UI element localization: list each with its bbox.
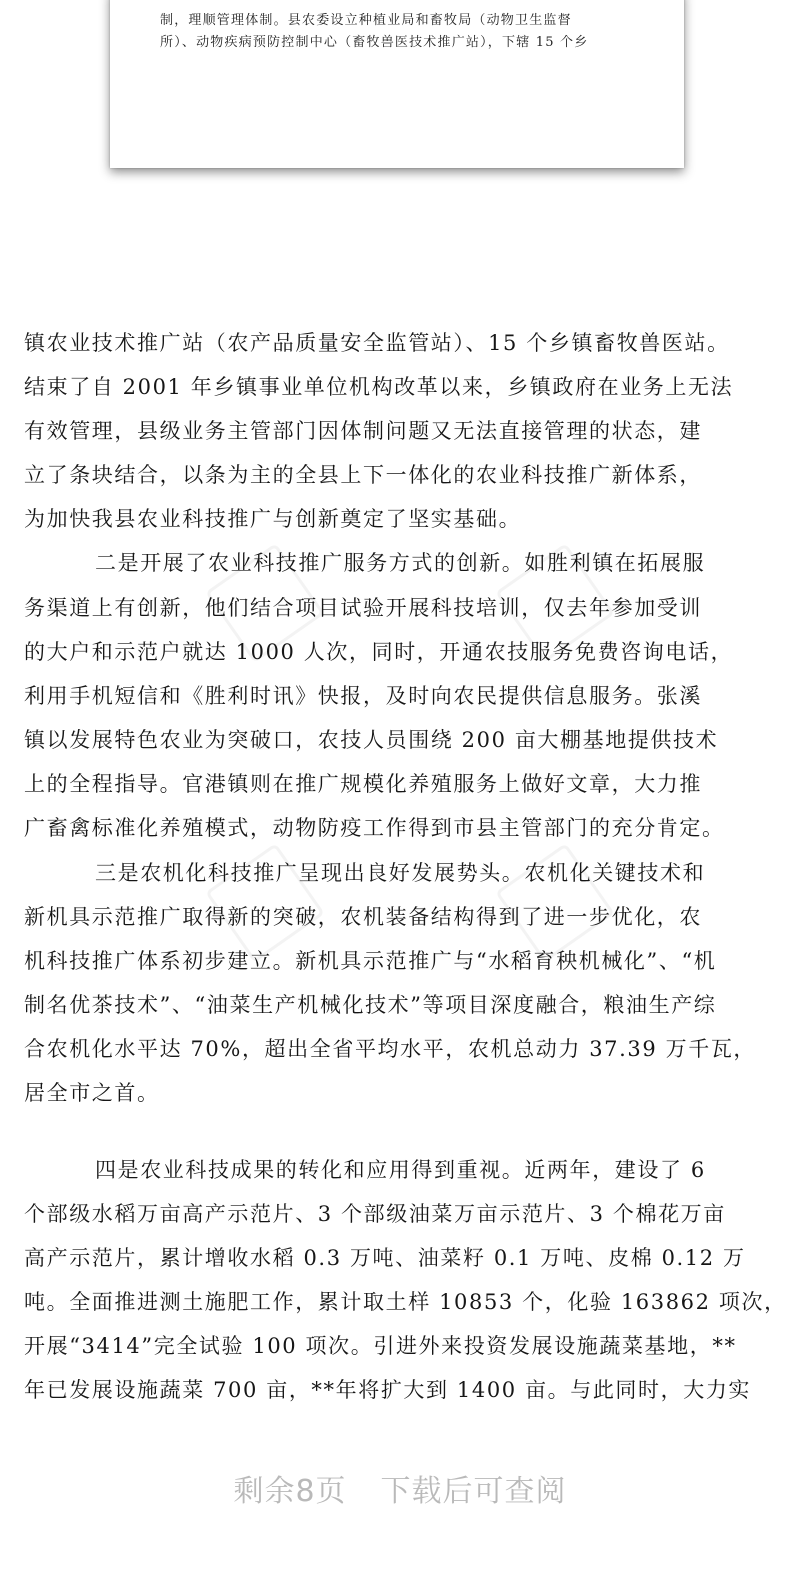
download-to-view-link[interactable]: 下载后可查阅 <box>380 1474 567 1509</box>
body-line: 广畜禽标准化养殖模式，动物防疫工作得到市县主管部门的充分肯定。 <box>24 816 725 840</box>
card-text-line: 所）、动物疾病预防控制中心（畜牧兽医技术推广站），下辖 15 个乡 <box>160 35 589 50</box>
body-line: 开展“3414”完全试验 100 项次。引进外来投资发展设施蔬菜基地，** <box>24 1334 737 1358</box>
body-line: 有效管理，县级业务主管部门因体制问题又无法直接管理的状态，建 <box>24 419 702 443</box>
paragraph-heading-line: 二是开展了农业科技推广服务方式的创新。如胜利镇在拓展服 <box>95 551 706 575</box>
body-line: 吨。全面推进测土施肥工作，累计取土样 10853 个，化验 163862 项次， <box>24 1290 787 1314</box>
card-text-line: 制，理顺管理体制。县农委设立种植业局和畜牧局（动物卫生监督 <box>160 13 572 28</box>
body-line: 镇农业技术推广站（农产品质量安全监管站）、15 个乡镇畜牧兽医站。 <box>24 331 730 355</box>
body-line: 居全市之首。 <box>24 1081 160 1105</box>
body-line: 镇以发展特色农业为突破口，农技人员围绕 200 亩大棚基地提供技术 <box>24 728 719 752</box>
body-line: 上的全程指导。官港镇则在推广规模化养殖服务上做好文章，大力推 <box>24 772 702 796</box>
body-line: 利用手机短信和《胜利时讯》快报，及时向农民提供信息服务。张溪 <box>24 684 702 708</box>
remaining-pages-label: 剩余8页 <box>233 1474 347 1509</box>
body-line: 结束了自 2001 年乡镇事业单位机构改革以来，乡镇政府在业务上无法 <box>24 375 734 399</box>
body-line: 制名优茶技术”、“油菜生产机械化技术”等项目深度融合，粮油生产综 <box>24 993 717 1017</box>
paragraph-heading-line: 三是农机化科技推广呈现出良好发展势头。农机化关键技术和 <box>95 861 706 885</box>
paragraph-heading-line: 四是农业科技成果的转化和应用得到重视。近两年，建设了 6 <box>95 1158 706 1182</box>
body-line: 新机具示范推广取得新的突破，农机装备结构得到了进一步优化，农 <box>24 905 702 929</box>
body-line: 年已发展设施蔬菜 700 亩，**年将扩大到 1400 亩。与此同时，大力实 <box>24 1378 752 1402</box>
body-line: 高产示范片，累计增收水稻 0.3 万吨、油菜籽 0.1 万吨、皮棉 0.12 万 <box>24 1246 746 1270</box>
previous-page-card <box>110 0 684 168</box>
body-line: 立了条块结合，以条为主的全县上下一体化的农业科技推广新体系， <box>24 463 702 487</box>
body-line: 合农机化水平达 70%，超出全省平均水平，农机总动力 37.39 万千瓦， <box>24 1037 757 1061</box>
body-line: 个部级水稻万亩高产示范片、3 个部级油菜万亩示范片、3 个棉花万亩 <box>24 1202 726 1226</box>
body-line: 机科技推广体系初步建立。新机具示范推广与“水稻育秧机械化”、“机 <box>24 949 717 973</box>
body-line: 为加快我县农业科技推广与创新奠定了坚实基础。 <box>24 507 522 531</box>
body-line: 的大户和示范户就达 1000 人次，同时，开通农技服务免费咨询电话， <box>24 640 734 664</box>
download-prompt[interactable] <box>0 1470 800 1514</box>
body-line: 务渠道上有创新，他们结合项目试验开展科技培训，仅去年参加受训 <box>24 596 702 620</box>
